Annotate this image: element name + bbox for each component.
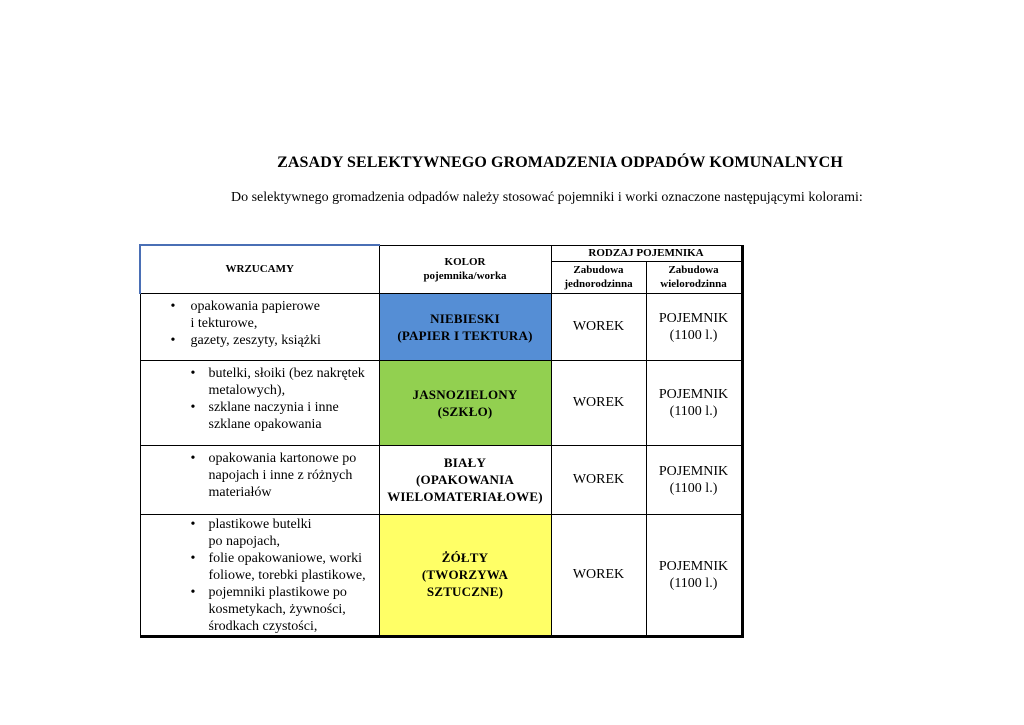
table-row [140, 360, 742, 445]
type-capacity: (1100 l.) [669, 327, 718, 343]
type-wielorodzinna [646, 445, 742, 514]
header-wielo-line2: wielorodzinna [660, 278, 727, 290]
bullet-icon: • [190, 516, 196, 532]
list-item: napojach i inne z różnych [208, 467, 353, 483]
header-wielo-line1: Zabudowa [668, 264, 719, 276]
header-wrzucamy-label: WRZUCAMY [225, 263, 294, 276]
header-wrzucamy [140, 245, 379, 293]
color-desc: (SZKŁO) [437, 403, 493, 419]
type-jednorodzinna: WOREK [551, 360, 646, 445]
list-item: • opakowania papierowe [170, 298, 320, 314]
table-row [140, 293, 742, 360]
list-item: po napojach, [208, 533, 281, 549]
list-item: • szklane naczynia i inne [190, 399, 339, 415]
type-label: POJEMNIK [658, 386, 729, 402]
type-wielorodzinna [646, 514, 742, 636]
type-capacity: (1100 l.) [669, 575, 718, 591]
header-jednorodzinna [551, 261, 646, 293]
table-row [140, 445, 742, 514]
type-wielorodzinna [646, 360, 742, 445]
list-item: metalowych), [208, 382, 286, 398]
header-wielorodzinna [646, 261, 742, 293]
type-wielorodzinna [646, 293, 742, 360]
bullet-icon: • [190, 584, 196, 600]
header-jedno-line1: Zabudowa [573, 264, 624, 276]
bullet-icon: • [190, 365, 196, 381]
list-item: • plastikowe butelki [190, 516, 312, 532]
items-list [141, 450, 379, 501]
color-name: ŻÓŁTY [441, 550, 489, 565]
type-jednorodzinna: WOREK [551, 514, 646, 636]
color-name: JASNOZIELONY [412, 386, 518, 402]
header-jedno-line2: jednorodzinna [564, 278, 633, 290]
type-label: POJEMNIK [658, 558, 729, 574]
color-desc-2: SZTUCZNE) [426, 584, 504, 599]
bullet-icon: • [190, 399, 196, 415]
list-item: • butelki, słoiki (bez nakrętek [190, 365, 365, 381]
list-item: foliowe, torebki plastikowe, [208, 567, 366, 583]
bullet-icon: • [170, 332, 176, 348]
header-rodzaj-label: RODZAJ POJEMNIKA [588, 247, 704, 259]
items-cell [140, 514, 379, 636]
bullet-icon: • [190, 550, 196, 566]
items-cell [140, 293, 379, 360]
waste-table [139, 244, 744, 638]
header-kolor-line1: KOLOR [444, 256, 486, 268]
list-item: • pojemniki plastikowe po [190, 584, 347, 600]
color-desc-2: WIELOMATERIAŁOWE) [387, 489, 543, 504]
color-cell [379, 514, 551, 636]
type-capacity: (1100 l.) [669, 480, 718, 496]
document-title: ZASADY SELEKTYWNEGO GROMADZENIA ODPADÓW KOMUNALNYCH [277, 154, 843, 171]
header-kolor [379, 245, 551, 293]
items-cell [140, 445, 379, 514]
type-capacity: (1100 l.) [669, 403, 718, 419]
list-item: • folie opakowaniowe, worki [190, 550, 363, 566]
color-cell [379, 360, 551, 445]
color-desc: (TWORZYWA [421, 567, 509, 582]
header-kolor-line2: pojemnika/worka [423, 270, 507, 282]
items-list [141, 516, 379, 635]
items-cell [140, 360, 379, 445]
color-name: BIAŁY [443, 455, 487, 470]
color-desc: (PAPIER I TEKTURA) [397, 327, 533, 343]
intro-text: Do selektywnego gromadzenia odpadów należy stosować pojemniki i worki oznaczone następującymi kolorami: [231, 190, 863, 205]
list-item: i tekturowe, [190, 315, 258, 331]
list-item: szklane opakowania [208, 416, 322, 432]
header-rodzaj [551, 245, 742, 261]
list-item: materiałów [208, 484, 272, 500]
bullet-icon: • [170, 298, 176, 314]
list-item: • gazety, zeszyty, książki [170, 332, 321, 348]
bullet-icon: • [190, 450, 196, 466]
list-item: środkach czystości, [208, 618, 318, 634]
color-desc: (OPAKOWANIA [415, 472, 514, 487]
color-name: NIEBIESKI [430, 310, 500, 326]
list-item: kosmetykach, żywności, [208, 601, 346, 617]
list-item: • opakowania kartonowe po [190, 450, 357, 466]
type-jednorodzinna: WOREK [551, 293, 646, 360]
items-list [141, 365, 379, 433]
color-cell [379, 293, 551, 360]
items-list [141, 298, 379, 349]
type-label: POJEMNIK [658, 310, 729, 326]
table-row [140, 514, 742, 636]
type-jednorodzinna: WOREK [551, 445, 646, 514]
color-cell [379, 445, 551, 514]
type-label: POJEMNIK [658, 463, 729, 479]
